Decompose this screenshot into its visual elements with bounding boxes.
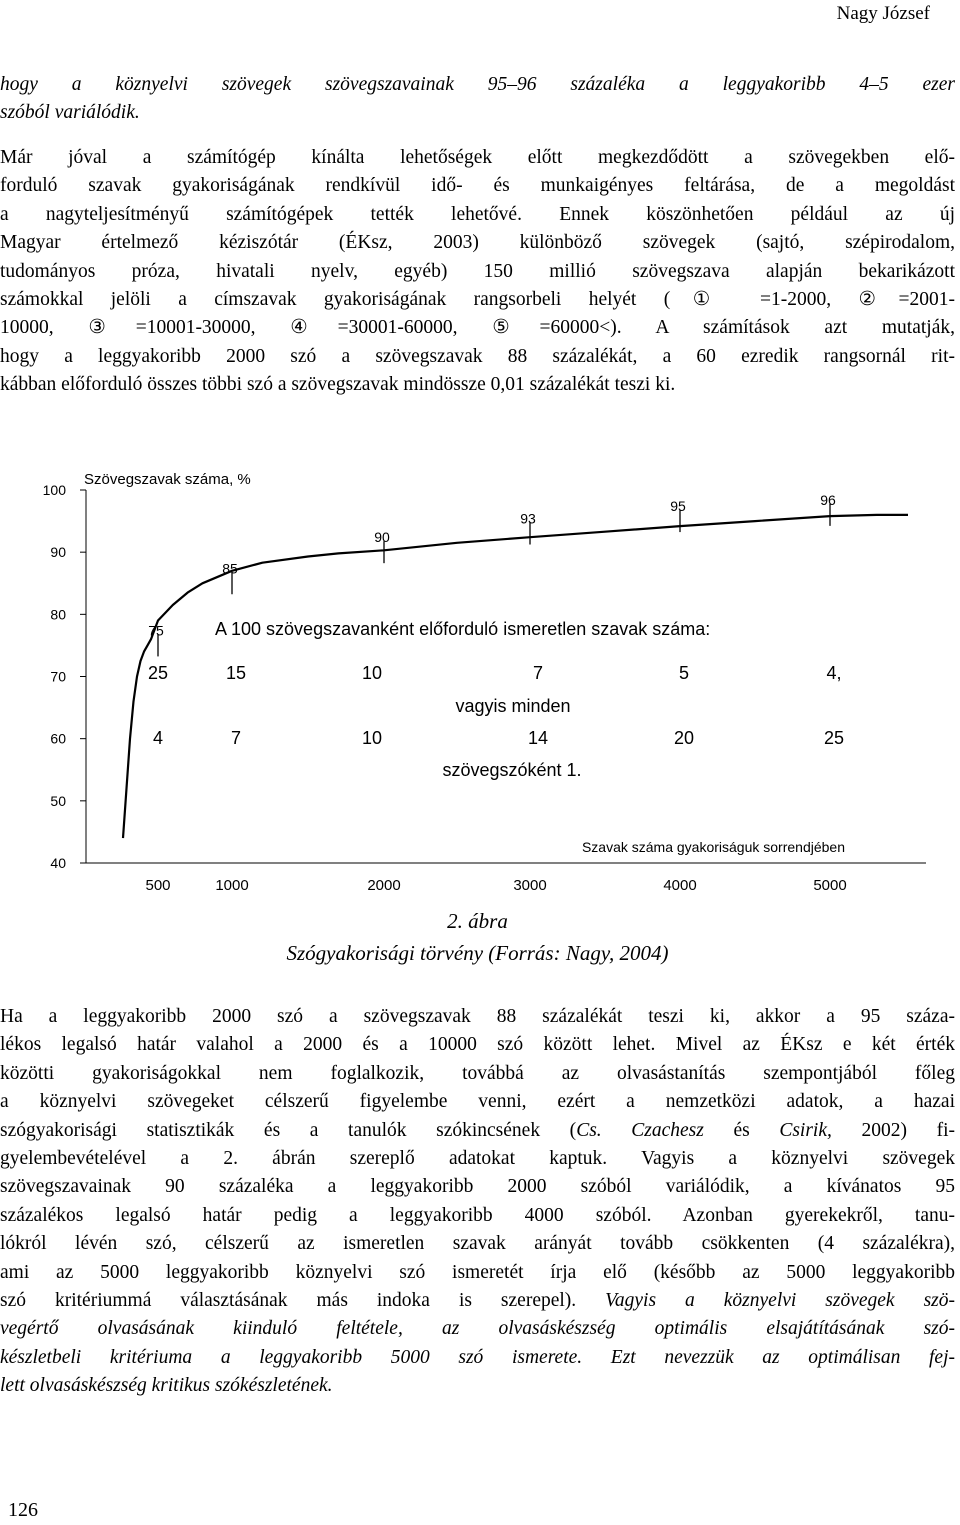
point-label: 95 [670,498,686,515]
paragraph-3 [0,1003,955,1401]
text-line: szóból variálódik. [0,102,140,124]
every-nth-word-value: 25 [823,728,845,748]
text-line [0,1145,955,1173]
text-run: Cs. Czachesz [576,1119,704,1141]
text-line: hogy a leggyakoribb 2000 szó a szövegszavak 88 százalékát, a 60 ezredik rangsornál rit- [0,345,955,367]
text-run: és [703,1119,780,1141]
text-line: tudományos próza, hivatali nyelv, egyéb) 150 millió szövegszava alapján bekarikázott [0,260,955,282]
x-axis-title: Szavak száma gyakoriságuk sorrendjében [581,839,845,855]
unknown-count-value: 15 [225,663,247,683]
text-line [0,1315,955,1343]
text-run: szövegszavainak 90 százaléka a leggyakoribb 2000 szóból variálódik, a kívánatos 95 [0,1176,955,1198]
paragraph-2 [0,144,955,400]
text-run: ami az 5000 leggyakoribb köznyelvi szó ismeretét írja elő (később az 5000 leggyakoribb [0,1261,955,1283]
text-line [0,1060,955,1088]
text-line [0,1230,955,1258]
text-line [0,1202,955,1230]
unknown-count-value: 10 [361,663,383,683]
text-line: hogy a köznyelvi szövegek szövegszavainak 95–96 százaléka a leggyakoribb 4–5 ezer [0,74,955,95]
text-run: lékos legalsó határ valahol a 2000 és a 10000 szó között lehet. Mivel az ÉKsz e két érték [0,1034,955,1056]
text-run: Ha a leggyakoribb 2000 szó a szövegszavak 88 százalékát teszi ki, akkor a 95 száza- [0,1006,955,1027]
point-label: 75 [148,622,164,639]
figure-title: Szógyakorisági törvény (Forrás: Nagy, 2004) [286,941,669,965]
word-frequency-chart [0,460,960,900]
point-label: 96 [820,491,836,508]
unknown-count-value: 4, [826,663,842,683]
every-nth-word-value: 14 [527,728,549,748]
page-number: 126 [8,1499,38,1521]
text-run: Csirik, [779,1119,832,1141]
x-tick-label: 500 [145,877,171,894]
y-tick-label: 40 [50,855,66,871]
y-axis-title: Szövegszavak száma, % [84,471,251,488]
y-tick-label: 60 [50,730,66,747]
annotation-middle-text: vagyis minden [455,696,571,716]
every-nth-word-value: 7 [230,728,242,748]
text-line: kábban előforduló összes többi szó a szövegszavak mindössze 0,01 százalékát teszi ki. [0,374,676,396]
running-header: Nagy József [836,3,930,24]
figure-number: 2. ábra [447,909,508,933]
y-tick-label: 70 [50,668,66,685]
x-tick-label: 3000 [513,877,547,894]
text-line: Már jóval a számítógép kínálta lehetőségek előtt megkezdődött a szövegekben elő- [0,147,955,168]
text-line [0,1287,955,1315]
y-tick-label: 100 [42,482,66,498]
text-run: Vagyis a köznyelvi szövegek szö- [605,1290,955,1312]
text-line: Magyar értelmező kéziszótár (ÉKsz, 2003) különböző szövegek (sajtó, szépirodalom, [0,232,955,254]
x-tick-label: 1000 [215,877,249,894]
text-run: lókról lévén szó, célszerű az ismeretlen szavak arányát tovább csökkenten (4 százalékra), [0,1233,955,1255]
text-line: a nagyteljesítményű számítógépek tették lehetővé. Ennek köszönhetően például az új [0,203,955,225]
text-line [0,1088,955,1116]
text-run: a köznyelvi szövegeket célszerű figyelembe venni, ezért a nemzetközi adatok, a hazai [0,1091,955,1113]
point-label: 85 [222,560,238,577]
point-label: 90 [374,529,390,546]
x-tick-label: 4000 [663,877,697,894]
y-tick-label: 50 [50,792,66,809]
text-line [0,1259,955,1287]
text-line [0,1003,955,1031]
unknown-count-value: 5 [678,663,690,683]
unknown-count-value: 25 [147,663,169,683]
text-run: lett olvasáskészség kritikus szókészletének. [0,1375,333,1397]
text-run: vegértő olvasásának kiinduló feltétele, az olvasáskészség optimális elsajátításának szó- [0,1318,955,1340]
text-line [0,1372,955,1400]
every-nth-word-value: 10 [361,728,383,748]
text-run: szó kritériummá választásának más indoka is szerepel). [0,1290,606,1312]
text-line: számokkal jelöli a címszavak gyakoriságának rangsorbeli helyét (① =1-2000, ②=2001- [0,289,955,311]
text-line [0,1173,955,1201]
text-line: forduló szavak gyakoriságának rendkívül idő- és munkaigényes feltárása, de a megoldást [0,175,955,197]
x-tick-label: 5000 [813,877,847,894]
y-tick-label: 90 [50,544,66,561]
annotation-bottom-text: szövegszóként 1. [442,760,582,780]
text-run: 2002) fi- [831,1119,955,1141]
text-line: 10000, ③=10001-30000, ④=30001-60000, ⑤=60000<). A számítások azt mutatják, [0,317,955,339]
every-nth-word-value: 4 [152,728,164,748]
text-run: közötti gyakoriságokkal nem foglalkozik, továbbá az olvasástanítás szempontjából főleg [0,1062,955,1084]
text-line [0,1117,955,1145]
every-nth-word-value: 20 [673,728,695,748]
text-line [0,1031,955,1059]
text-line [0,1344,955,1372]
point-label: 93 [520,510,536,527]
x-tick-label: 2000 [367,877,401,894]
unknown-count-value: 7 [532,663,544,683]
y-tick-label: 80 [50,606,66,623]
text-run: szógyakorisági statisztikák és a tanulók szókincsének ( [0,1119,577,1141]
figure-caption [0,905,955,969]
text-run: százalékos legalsó határ pedig a leggyakoribb 4000 szóból. Azonban gyerekekről, tanu- [0,1204,955,1226]
annotation-heading: A 100 szövegszavanként előforduló ismeretlen szavak száma: [215,619,711,639]
paragraph-1 [0,71,955,128]
text-run: készletbeli kritériuma a leggyakoribb 5000 szó ismerete. Ezt nevezzük az optimálisan fej- [0,1346,955,1368]
text-run: gyelembevételével a 2. ábrán szereplő adatokat kaptuk. Vagyis a köznyelvi szövegek [0,1148,955,1170]
